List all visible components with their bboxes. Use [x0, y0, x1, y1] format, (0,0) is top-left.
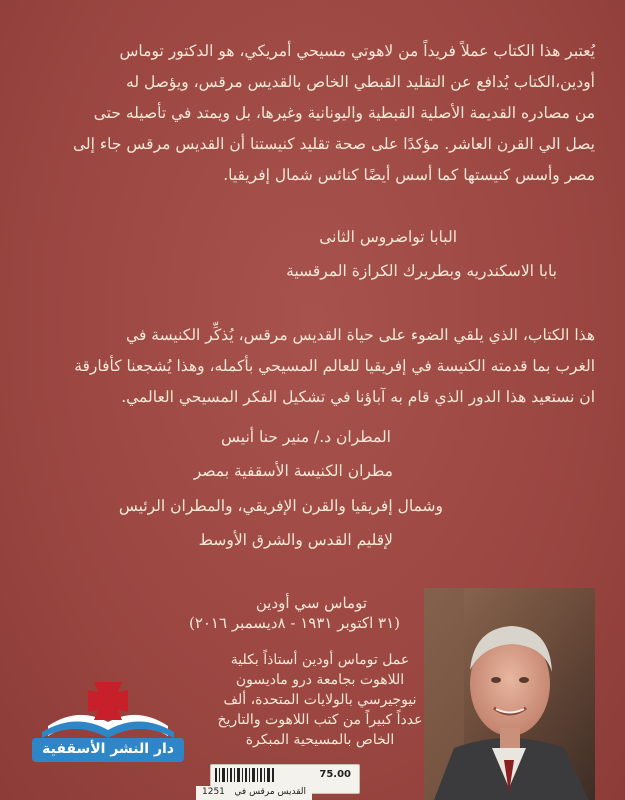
signature-2-name: المطران د./ منير حنا أنيس — [221, 428, 391, 446]
text-line: من مصادره القديمة الأصلية القبطية واليونانية وغيرها، بل ويمتد في تأصيله حتى — [93, 104, 595, 122]
signature-2-title: مطران الكنيسة الأسقفية بمصر — [193, 462, 393, 480]
tag-title: القديس مرقس في — [234, 787, 306, 797]
text-line: هذا الكتاب، الذي يلقي الضوء على حياة القديس مرقس، يُذكِّر الكنيسة في — [126, 326, 595, 344]
publisher-name: دار النشر الأسقفية — [42, 741, 174, 757]
signature-2-title: وشمال إفريقيا والقرن الإفريقي، والمطران الرئيس — [118, 497, 443, 515]
publisher-logo — [28, 680, 188, 766]
author-photo — [424, 588, 595, 800]
bio-line: عمل توماس أودين أستاذاً بكلية — [230, 652, 410, 668]
foreword-paragraph-2 — [30, 320, 595, 413]
signature-1-name: البابا تواضروس الثانى — [319, 228, 457, 246]
author-name: توماس سي أودين — [255, 594, 367, 612]
text-line: الغرب بما قدمته الكنيسة في إفريقيا للعالم المسيحي بأكمله، وهذا يُشجعنا كأفارقة — [74, 357, 595, 375]
text-line: أودين،الكتاب يُدافع عن التقليد القبطي الخاص بالقديس مرقس، ويؤصل له — [126, 73, 595, 91]
author-dates: (٣١ اكتوبر ١٩٣١ - ٨ديسمبر ٢٠١٦) — [188, 614, 400, 632]
text-line: يُعتبر هذا الكتاب عملاً فريداً من لاهوتي مسيحي أمريكي، هو الدكتور توماس — [119, 42, 595, 60]
barcode-icon — [215, 768, 275, 782]
bio-line: الخاص بالمسيحية المبكرة — [245, 732, 395, 748]
portrait-illustration — [424, 588, 595, 800]
tag-number: 1251 — [202, 787, 225, 797]
author-bio — [215, 650, 425, 750]
price-label: 75.00 — [319, 769, 351, 780]
text-line: يصل الي القرن العاشر. مؤكدًا على صحة تقليد كنيستنا أن القديس مرقس جاء إلى — [73, 135, 595, 153]
text-line: ان نستعيد هذا الدور الذي قام به آباؤنا في تشكيل الفكر المسيحي العالمي. — [121, 388, 595, 406]
bio-line: اللاهوت بجامعة درو ماديسون — [235, 672, 405, 688]
signature-1-title: بابا الاسكندريه وبطريرك الكرازة المرقسية — [286, 262, 557, 280]
bio-line: عدداً كبيراً من كتب اللاهوت والتاريخ — [217, 712, 423, 728]
bio-line: نيوجيرسي بالولايات المتحدة، ألف — [223, 692, 417, 708]
text-line: مصر وأسس كنيستها كما أسس أيضًا كنائس شمال إفريقيا. — [223, 166, 595, 184]
foreword-paragraph-1 — [30, 36, 595, 191]
library-tag — [196, 786, 312, 800]
signature-2-title: لإقليم القدس والشرق الأوسط — [198, 531, 393, 549]
